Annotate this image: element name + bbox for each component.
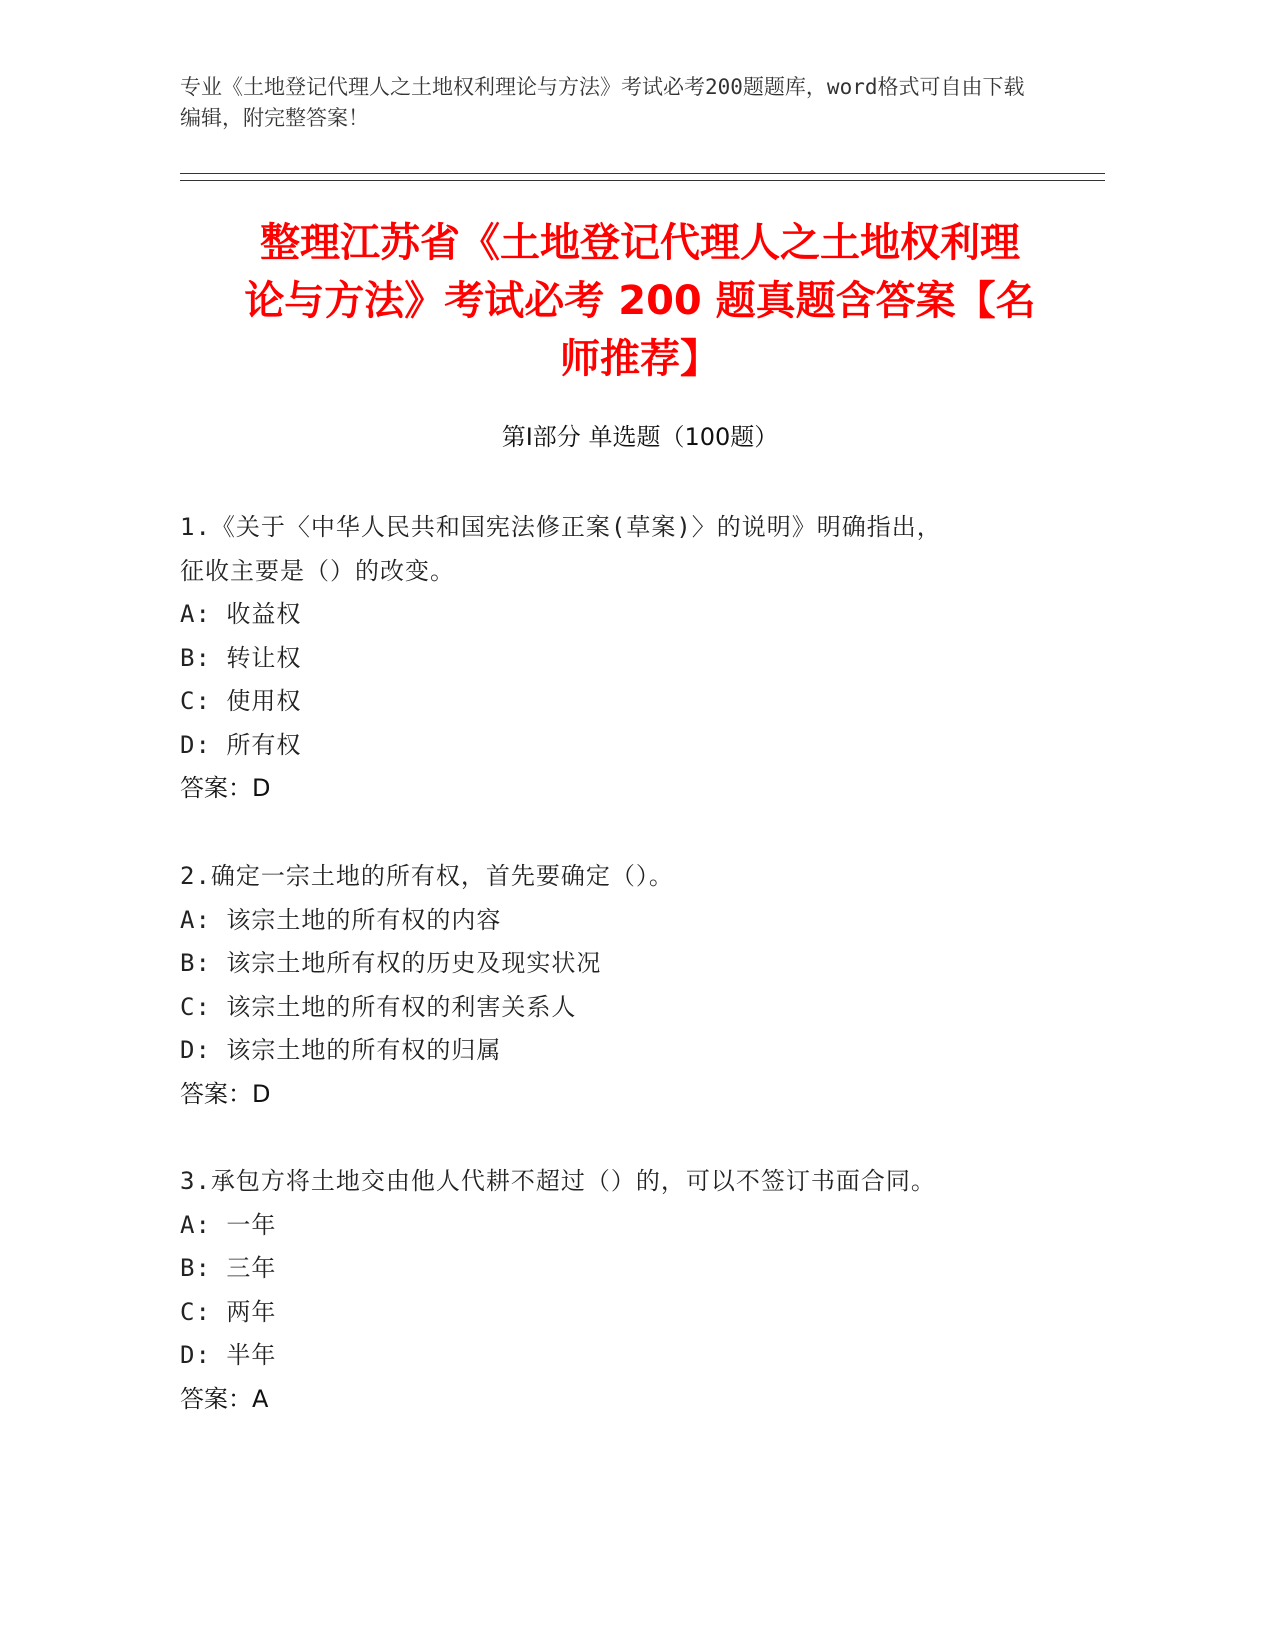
title-line: 师推荐】 [560, 336, 720, 382]
title-line: 论与方法》考试必考 200 题真题含答案【名 [244, 278, 1036, 324]
option-d: D: 半年 [180, 1341, 277, 1369]
option-a: A: 一年 [180, 1210, 277, 1239]
answer: 答案：A [180, 1384, 269, 1413]
option-c: C: 该宗土地的所有权的利害关系人 [180, 992, 577, 1021]
question-stem: 征收主要是（）的改变。 [180, 556, 455, 585]
option-b: B: 该宗土地所有权的历史及现实状况 [180, 949, 602, 977]
option-c: C: 两年 [180, 1297, 277, 1326]
question-stem: 2.确定一宗土地的所有权，首先要确定（）。 [180, 862, 674, 890]
option-b: B: 转让权 [180, 643, 302, 672]
option-c: C: 使用权 [180, 687, 302, 715]
header-divider-bottom [180, 180, 1105, 181]
option-b: B: 三年 [180, 1254, 277, 1282]
section-title: 第Ⅰ部分 单选题（100题） [501, 423, 779, 451]
option-d: D: 所有权 [180, 730, 302, 759]
document-title [180, 214, 1100, 388]
option-a: A: 该宗土地的所有权的内容 [180, 905, 502, 934]
header-divider-top [180, 173, 1105, 174]
header-note: 专业《土地登记代理人之土地权利理论与方法》考试必考200题题库，word格式可自由下载编辑，附完整答案！ [180, 75, 1025, 130]
title-line: 整理江苏省《土地登记代理人之土地权利理 [260, 220, 1020, 266]
option-d: D: 该宗土地的所有权的归属 [180, 1036, 502, 1064]
answer: 答案：D [180, 1079, 271, 1108]
question-3 [180, 1160, 1080, 1421]
question-1 [180, 506, 1080, 811]
question-stem: 3.承包方将土地交由他人代耕不超过（）的，可以不签订书面合同。 [180, 1167, 936, 1195]
option-a: A: 收益权 [180, 600, 302, 628]
answer: 答案：D [180, 774, 271, 802]
question-2 [180, 855, 1080, 1116]
question-stem: 1.《关于〈中华人民共和国宪法修正案(草案)〉的说明》明确指出， [180, 513, 942, 541]
